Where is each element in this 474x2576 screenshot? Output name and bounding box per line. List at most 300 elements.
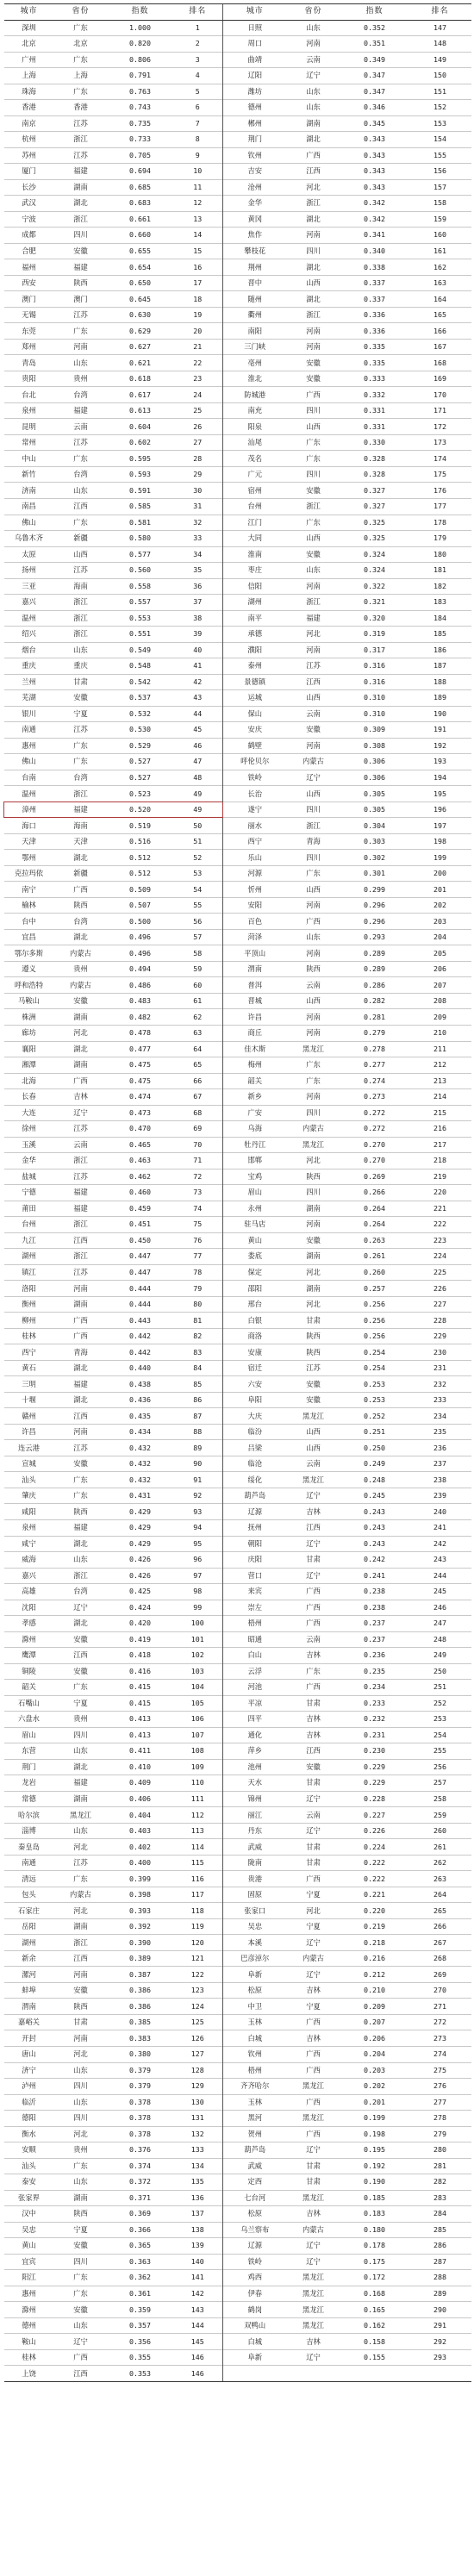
city-cell-right: 台州	[223, 498, 287, 515]
city-cell-right: 铁岭	[223, 770, 287, 786]
rank-cell-right: 161	[409, 243, 471, 259]
table-row	[4, 179, 471, 196]
index-cell-right: 0.336	[340, 307, 409, 323]
city-cell-left: 汕头	[4, 1472, 54, 1488]
city-cell-right: 定西	[223, 2174, 287, 2191]
index-cell-right: 0.266	[340, 1185, 409, 1201]
rank-cell-left: 116	[173, 1871, 223, 1887]
province-cell-left: 江西	[54, 1408, 108, 1425]
city-cell-left: 淄博	[4, 1823, 54, 1839]
city-cell-left: 荆门	[4, 1759, 54, 1775]
index-cell-right: 0.228	[340, 1791, 409, 1807]
province-cell-left: 湖南	[54, 1918, 108, 1935]
province-cell-right: 甘肃	[287, 1313, 340, 1329]
rank-cell-right: 152	[409, 100, 471, 116]
index-cell-right: 0.209	[340, 1999, 409, 2015]
province-cell-left: 江西	[54, 1950, 108, 1967]
province-cell-left: 辽宁	[54, 1600, 108, 1616]
city-cell-left: 广州	[4, 52, 54, 68]
province-cell-left: 广西	[54, 1073, 108, 1089]
province-cell-right: 辽宁	[287, 1823, 340, 1839]
city-cell-left: 榆林	[4, 897, 54, 914]
city-cell-left: 福州	[4, 259, 54, 276]
rank-cell-right: 190	[409, 706, 471, 722]
rank-cell-left: 60	[173, 977, 223, 994]
rank-cell-left: 127	[173, 2047, 223, 2063]
table-row	[4, 515, 471, 531]
province-cell-left: 山东	[54, 642, 108, 658]
city-cell-right: 淮北	[223, 371, 287, 387]
index-cell-left: 0.402	[108, 1839, 173, 1856]
rank-cell-right: 259	[409, 1807, 471, 1824]
index-cell-left: 0.416	[108, 1663, 173, 1680]
city-cell-right: 萍乡	[223, 1743, 287, 1760]
rank-cell-right: 273	[409, 2030, 471, 2047]
province-cell-left: 山东	[54, 1552, 108, 1569]
table-row	[4, 1695, 471, 1712]
city-cell-right: 伊春	[223, 2286, 287, 2302]
city-cell-left: 开封	[4, 2030, 54, 2047]
rank-cell-right: 245	[409, 1584, 471, 1600]
index-cell-right: 0.253	[340, 1376, 409, 1393]
province-cell-right: 河南	[287, 945, 340, 962]
city-cell-left: 高雄	[4, 1584, 54, 1600]
index-cell-right: 0.302	[340, 850, 409, 866]
province-cell-right: 湖北	[287, 132, 340, 148]
rank-cell-right: 191	[409, 722, 471, 739]
city-cell-right: 吕梁	[223, 1440, 287, 1456]
rank-cell-left: 5	[173, 84, 223, 100]
index-cell-right: 0.162	[340, 2317, 409, 2334]
rank-cell-right: 260	[409, 1823, 471, 1839]
province-cell-right: 山东	[287, 20, 340, 36]
city-cell-right: 黑河	[223, 2111, 287, 2127]
city-cell-left: 无锡	[4, 307, 54, 323]
index-cell-right: 0.212	[340, 1967, 409, 1983]
city-cell-right: 亳州	[223, 355, 287, 371]
index-cell-right: 0.352	[340, 20, 409, 36]
province-cell-right: 山西	[287, 531, 340, 547]
province-cell-right: 河北	[287, 1264, 340, 1281]
city-cell-left: 眉山	[4, 1727, 54, 1743]
rank-cell-left: 49	[173, 801, 223, 818]
province-cell-right: 辽宁	[287, 2143, 340, 2159]
province-cell-left: 贵州	[54, 2143, 108, 2159]
province-cell-left: 重庆	[54, 658, 108, 675]
index-cell-left: 0.429	[108, 1504, 173, 1520]
province-cell-right: 河南	[287, 36, 340, 53]
rank-cell-left: 92	[173, 1488, 223, 1504]
index-cell-left: 0.447	[108, 1264, 173, 1281]
rank-cell-left: 121	[173, 1950, 223, 1967]
index-cell-right: 0.237	[340, 1616, 409, 1632]
city-cell-left: 鞍山	[4, 2334, 54, 2350]
province-cell-left: 河南	[54, 2030, 108, 2047]
rank-cell-left: 110	[173, 1775, 223, 1792]
rank-cell-right: 262	[409, 1855, 471, 1871]
city-cell-left: 德州	[4, 2317, 54, 2334]
rank-cell-left: 20	[173, 323, 223, 340]
rank-cell-left: 132	[173, 2126, 223, 2143]
city-cell-right: 信阳	[223, 578, 287, 595]
index-cell-left: 0.512	[108, 865, 173, 882]
rank-cell-right: 241	[409, 1519, 471, 1536]
rank-cell-right	[409, 2366, 471, 2382]
province-cell-left: 浙江	[54, 1935, 108, 1951]
province-cell-left: 福建	[54, 1519, 108, 1536]
rank-cell-right: 186	[409, 642, 471, 658]
province-cell-left: 海南	[54, 578, 108, 595]
rank-cell-right: 176	[409, 483, 471, 499]
province-cell-left: 湖北	[54, 1616, 108, 1632]
table-row	[4, 786, 471, 802]
table-row	[4, 1584, 471, 1600]
province-cell-left: 福建	[54, 801, 108, 818]
province-cell-right: 河北	[287, 627, 340, 643]
province-cell-left: 黑龙江	[54, 1807, 108, 1824]
table-row	[4, 610, 471, 627]
rank-cell-left: 18	[173, 291, 223, 308]
rank-cell-left: 146	[173, 2349, 223, 2366]
city-cell-right: 阜新	[223, 1967, 287, 1983]
table-row	[4, 2286, 471, 2302]
city-cell-right: 宿州	[223, 483, 287, 499]
province-cell-left: 宁夏	[54, 2222, 108, 2238]
province-cell-right: 河南	[287, 1089, 340, 1106]
index-cell-right: 0.234	[340, 1680, 409, 1696]
index-cell-left: 0.435	[108, 1408, 173, 1425]
index-cell-left: 0.630	[108, 307, 173, 323]
city-cell-left: 六盘水	[4, 1712, 54, 1728]
rank-cell-left: 49	[173, 786, 223, 802]
table-row	[4, 1727, 471, 1743]
province-cell-left: 浙江	[54, 595, 108, 611]
rank-cell-right: 162	[409, 259, 471, 276]
table-row	[4, 1281, 471, 1297]
rank-cell-right: 219	[409, 1169, 471, 1185]
province-cell-left: 广东	[54, 323, 108, 340]
city-cell-right: 泰州	[223, 658, 287, 675]
province-cell-right: 四川	[287, 850, 340, 866]
city-cell-left: 肇庆	[4, 1488, 54, 1504]
city-cell-right: 邵阳	[223, 1281, 287, 1297]
province-cell-right: 四川	[287, 243, 340, 259]
province-cell-left: 天津	[54, 833, 108, 850]
index-cell-left: 0.459	[108, 1201, 173, 1217]
index-cell-right: 0.168	[340, 2286, 409, 2302]
city-cell-left: 徐州	[4, 1121, 54, 1138]
province-cell-left: 广西	[54, 882, 108, 898]
index-cell-right: 0.256	[340, 1296, 409, 1313]
province-cell-left: 广东	[54, 738, 108, 754]
province-cell-left: 湖北	[54, 196, 108, 212]
rank-cell-right: 255	[409, 1743, 471, 1760]
province-cell-right: 陕西	[287, 1344, 340, 1361]
city-cell-left: 泸州	[4, 2079, 54, 2095]
city-cell-left: 威海	[4, 1552, 54, 1569]
province-cell-left: 湖北	[54, 850, 108, 866]
province-cell-left: 河北	[54, 1903, 108, 1919]
rank-cell-left: 1	[173, 20, 223, 36]
rank-cell-left: 39	[173, 627, 223, 643]
table-row	[4, 132, 471, 148]
province-cell-right: 河北	[287, 1153, 340, 1169]
table-row	[4, 801, 471, 818]
city-cell-left: 嘉兴	[4, 595, 54, 611]
rank-cell-right: 248	[409, 1631, 471, 1648]
province-cell-left: 陕西	[54, 1999, 108, 2015]
city-cell-right: 眉山	[223, 1185, 287, 1201]
city-cell-left: 韶关	[4, 1680, 54, 1696]
city-cell-left: 兰州	[4, 674, 54, 690]
index-cell-left: 0.363	[108, 2254, 173, 2270]
rank-cell-right: 288	[409, 2270, 471, 2286]
province-cell-right: 黑龙江	[287, 2317, 340, 2334]
index-cell-left: 0.519	[108, 818, 173, 834]
rank-cell-right: 153	[409, 115, 471, 132]
table-row	[4, 2030, 471, 2047]
index-cell-left: 0.434	[108, 1424, 173, 1440]
province-cell-right: 山西	[287, 419, 340, 435]
city-cell-right: 本溪	[223, 1935, 287, 1951]
province-cell-right: 山西	[287, 1424, 340, 1440]
province-cell-right: 广西	[287, 1600, 340, 1616]
rank-cell-right: 204	[409, 929, 471, 945]
index-cell-left: 0.516	[108, 833, 173, 850]
index-cell-left: 0.460	[108, 1185, 173, 1201]
city-cell-right: 商丘	[223, 1026, 287, 1042]
index-cell-right: 0.220	[340, 1903, 409, 1919]
rank-cell-left: 103	[173, 1663, 223, 1680]
city-cell-left: 贵阳	[4, 371, 54, 387]
rank-cell-right: 157	[409, 179, 471, 196]
rank-cell-right: 165	[409, 307, 471, 323]
rank-cell-left: 57	[173, 929, 223, 945]
province-cell-left: 香港	[54, 100, 108, 116]
index-cell-right: 0.321	[340, 595, 409, 611]
table-row	[4, 674, 471, 690]
province-cell-left: 安徽	[54, 993, 108, 1009]
city-cell-left: 成都	[4, 228, 54, 244]
city-cell-right: 临沧	[223, 1456, 287, 1472]
rank-cell-right: 234	[409, 1408, 471, 1425]
province-cell-left: 江西	[54, 2366, 108, 2382]
index-cell-left: 0.806	[108, 52, 173, 68]
rank-cell-right: 276	[409, 2079, 471, 2095]
index-cell-right: 0.337	[340, 291, 409, 308]
province-cell-left: 甘肃	[54, 674, 108, 690]
city-cell-right: 鹤壁	[223, 738, 287, 754]
city-cell-right: 潍坊	[223, 84, 287, 100]
city-cell-right: 崇左	[223, 1600, 287, 1616]
province-cell-right: 甘肃	[287, 1775, 340, 1792]
index-cell-left: 0.494	[108, 961, 173, 977]
city-cell-left: 常德	[4, 1791, 54, 1807]
rank-cell-right: 155	[409, 147, 471, 164]
city-cell-right: 辽源	[223, 2238, 287, 2255]
city-cell-right: 贵港	[223, 1871, 287, 1887]
rank-cell-right: 252	[409, 1695, 471, 1712]
city-cell-left: 漳州	[4, 801, 54, 818]
province-cell-right: 安徽	[287, 483, 340, 499]
city-cell-left: 石嘴山	[4, 1695, 54, 1712]
index-cell-right: 0.158	[340, 2334, 409, 2350]
city-cell-left: 宜昌	[4, 929, 54, 945]
rank-cell-right: 265	[409, 1903, 471, 1919]
rank-cell-left: 144	[173, 2317, 223, 2334]
province-cell-left: 湖南	[54, 1296, 108, 1313]
city-cell-right: 日照	[223, 20, 287, 36]
city-cell-left: 重庆	[4, 658, 54, 675]
city-cell-right: 许昌	[223, 1009, 287, 1026]
province-cell-left: 四川	[54, 2079, 108, 2095]
city-cell-right: 南阳	[223, 323, 287, 340]
city-cell-right: 攀枝花	[223, 243, 287, 259]
province-cell-left: 广东	[54, 2158, 108, 2174]
rank-cell-left: 59	[173, 961, 223, 977]
city-cell-left: 襄阳	[4, 1041, 54, 1057]
index-cell-right: 0.252	[340, 1408, 409, 1425]
city-cell-left: 十堰	[4, 1392, 54, 1408]
city-cell-left: 宁德	[4, 1185, 54, 1201]
table-row	[4, 738, 471, 754]
rank-cell-right: 199	[409, 850, 471, 866]
city-cell-right: 阜阳	[223, 1392, 287, 1408]
table-row	[4, 658, 471, 675]
province-cell-right: 辽宁	[287, 770, 340, 786]
table-row	[4, 1663, 471, 1680]
index-cell-left: 0.520	[108, 801, 173, 818]
index-cell-right: 0.317	[340, 642, 409, 658]
table-row	[4, 897, 471, 914]
index-cell-right: 0.222	[340, 1871, 409, 1887]
province-cell-left: 山东	[54, 483, 108, 499]
index-cell-right: 0.303	[340, 833, 409, 850]
index-cell-left: 0.537	[108, 690, 173, 707]
index-cell-left: 0.645	[108, 291, 173, 308]
city-cell-right: 通化	[223, 1727, 287, 1743]
rank-cell-right: 147	[409, 20, 471, 36]
table-row	[4, 1392, 471, 1408]
table-row	[4, 291, 471, 308]
city-cell-left: 洛阳	[4, 1281, 54, 1297]
table-row	[4, 115, 471, 132]
rank-cell-left: 78	[173, 1264, 223, 1281]
index-cell-right: 0.192	[340, 2158, 409, 2174]
table-row	[4, 1823, 471, 1839]
table-row	[4, 929, 471, 945]
table-row	[4, 100, 471, 116]
province-cell-left: 山东	[54, 2317, 108, 2334]
city-cell-right: 巴彦淖尔	[223, 1950, 287, 1967]
rank-cell-left: 83	[173, 1344, 223, 1361]
table-row	[4, 595, 471, 611]
rank-cell-left: 125	[173, 2014, 223, 2030]
city-cell-right: 周口	[223, 36, 287, 53]
rank-cell-left: 25	[173, 402, 223, 419]
table-row	[4, 1296, 471, 1313]
city-cell-right: 防城港	[223, 387, 287, 403]
rank-cell-left: 126	[173, 2030, 223, 2047]
province-cell-left: 浙江	[54, 610, 108, 627]
city-cell-left: 北海	[4, 1073, 54, 1089]
index-cell-left: 0.357	[108, 2317, 173, 2334]
rank-cell-right: 257	[409, 1775, 471, 1792]
province-cell-right: 四川	[287, 466, 340, 483]
city-cell-left: 新竹	[4, 466, 54, 483]
city-cell-left: 滁州	[4, 2302, 54, 2318]
index-cell-right: 0.222	[340, 1855, 409, 1871]
index-cell-left: 0.444	[108, 1281, 173, 1297]
index-cell-right: 0.180	[340, 2222, 409, 2238]
table-row	[4, 1552, 471, 1569]
rank-cell-left: 55	[173, 897, 223, 914]
province-cell-left: 上海	[54, 68, 108, 84]
city-cell-left: 衡州	[4, 1296, 54, 1313]
rank-cell-right: 250	[409, 1663, 471, 1680]
rank-cell-right: 289	[409, 2286, 471, 2302]
index-cell-left: 0.390	[108, 1935, 173, 1951]
rank-cell-left: 88	[173, 1424, 223, 1440]
rank-cell-left: 133	[173, 2143, 223, 2159]
index-cell-left: 0.512	[108, 850, 173, 866]
city-cell-right: 丽水	[223, 818, 287, 834]
table-row	[4, 371, 471, 387]
index-cell-left: 0.629	[108, 323, 173, 340]
index-cell-right: 0.243	[340, 1519, 409, 1536]
index-cell-left: 0.473	[108, 1105, 173, 1121]
table-row	[4, 2014, 471, 2030]
index-cell-right: 0.296	[340, 897, 409, 914]
rank-cell-right: 270	[409, 1982, 471, 1999]
index-cell-left: 0.378	[108, 2094, 173, 2111]
rank-cell-left: 10	[173, 164, 223, 180]
rank-cell-left: 63	[173, 1026, 223, 1042]
city-cell-right: 保山	[223, 706, 287, 722]
table-row	[4, 1232, 471, 1249]
rank-cell-left: 69	[173, 1121, 223, 1138]
table-row	[4, 1041, 471, 1057]
index-cell-right: 0.172	[340, 2270, 409, 2286]
city-cell-left: 东营	[4, 1743, 54, 1760]
rank-cell-left: 76	[173, 1232, 223, 1249]
province-cell-right: 江西	[287, 1519, 340, 1536]
province-cell-right: 广西	[287, 1871, 340, 1887]
index-cell-left: 0.463	[108, 1153, 173, 1169]
city-cell-left: 北京	[4, 36, 54, 53]
province-cell-left: 湖北	[54, 1536, 108, 1552]
rank-cell-left: 129	[173, 2079, 223, 2095]
table-row	[4, 1169, 471, 1185]
city-cell-right: 长治	[223, 786, 287, 802]
city-cell-right: 锦州	[223, 1791, 287, 1807]
city-cell-left: 德阳	[4, 2111, 54, 2127]
province-cell-right: 河南	[287, 1217, 340, 1233]
rank-cell-right: 224	[409, 1249, 471, 1265]
rank-cell-left: 80	[173, 1296, 223, 1313]
province-cell-right: 山东	[287, 84, 340, 100]
rank-cell-right: 221	[409, 1201, 471, 1217]
index-cell-right: 0.320	[340, 610, 409, 627]
province-cell-left: 内蒙古	[54, 945, 108, 962]
index-cell-right: 0.281	[340, 1009, 409, 1026]
province-cell-left: 江西	[54, 1232, 108, 1249]
province-cell-left: 广东	[54, 1488, 108, 1504]
rank-cell-right: 163	[409, 275, 471, 291]
rank-cell-right: 278	[409, 2111, 471, 2127]
table-row	[4, 546, 471, 563]
index-cell-right: 0.347	[340, 68, 409, 84]
